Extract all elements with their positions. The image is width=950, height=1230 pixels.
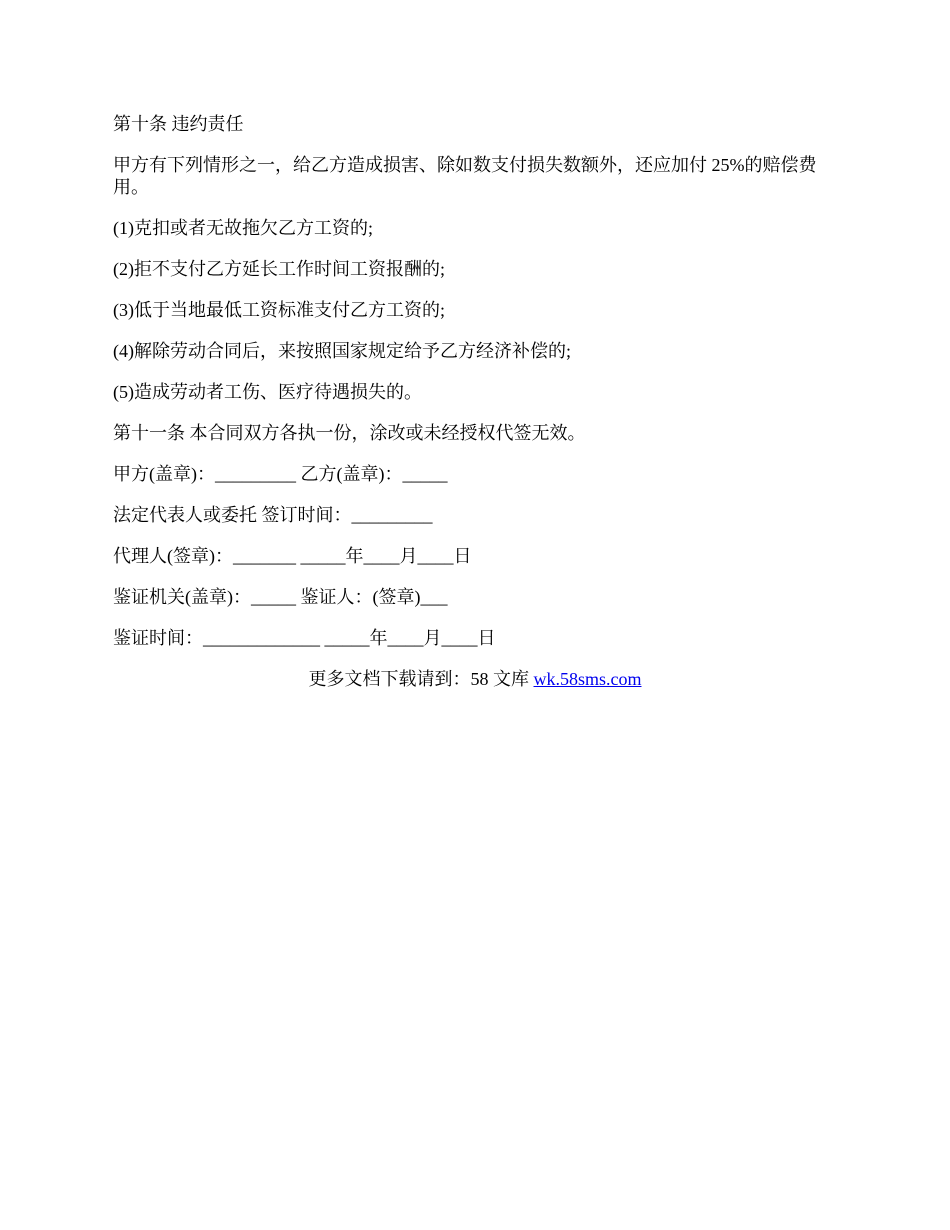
clause-3: (3)低于当地最低工资标准支付乙方工资的; bbox=[113, 300, 445, 320]
signature-agent-date: 代理人(签章)：_______ _____年____月____日 bbox=[113, 546, 472, 566]
signature-party-a-b: 甲方(盖章)：_________ 乙方(盖章)：_____ bbox=[113, 464, 448, 484]
signature-notary-authority: 鉴证机关(盖章)：_____ 鉴证人：(签章)___ bbox=[113, 587, 448, 607]
clause-1: (1)克扣或者无故拖欠乙方工资的; bbox=[113, 218, 373, 238]
signature-legal-rep-date: 法定代表人或委托 签订时间：_________ bbox=[113, 505, 433, 525]
document-body bbox=[113, 113, 833, 668]
clause-5: (5)造成劳动者工伤、医疗待遇损失的。 bbox=[113, 382, 422, 402]
footer-text: 更多文档下载请到：58 文库 bbox=[308, 669, 534, 689]
clause-2: (2)拒不支付乙方延长工作时间工资报酬的; bbox=[113, 259, 445, 279]
signature-notary-date: 鉴证时间：_____________ _____年____月____日 bbox=[113, 628, 496, 648]
article-10-intro: 甲方有下列情形之一，给乙方造成损害、除如数支付损失数额外，还应加付 25%的赔偿费用。 bbox=[113, 155, 817, 197]
article-11: 第十一条 本合同双方各执一份，涂改或未经授权代签无效。 bbox=[113, 423, 586, 443]
footer-link[interactable]: wk.58sms.com bbox=[533, 669, 642, 689]
clause-4: (4)解除劳动合同后，来按照国家规定给予乙方经济补偿的; bbox=[113, 341, 571, 361]
download-footer bbox=[0, 668, 950, 690]
article-10-heading: 第十条 违约责任 bbox=[113, 114, 244, 134]
